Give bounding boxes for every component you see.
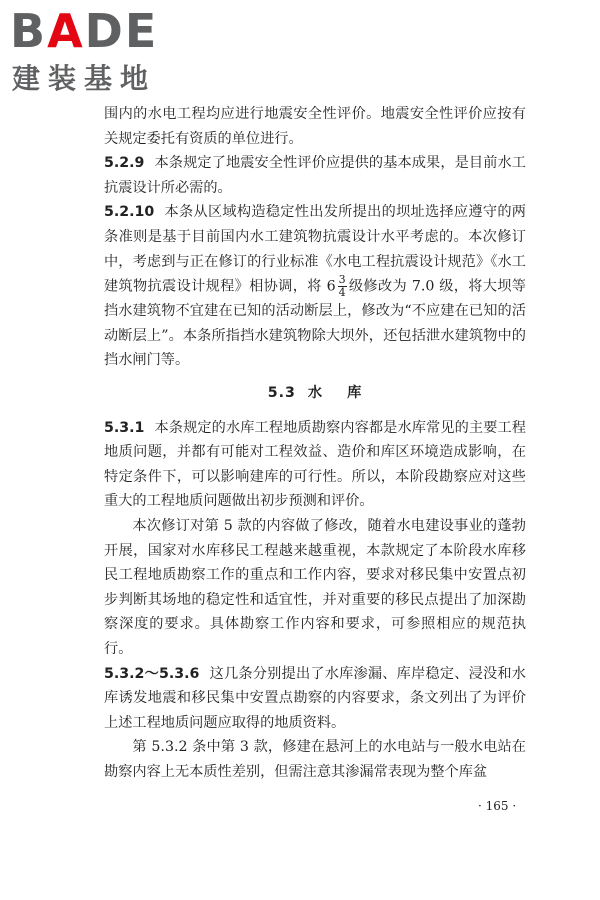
clause-text: 这几条分别提出了水库渗漏、库岸稳定、浸没和水库诱发地震和移民集中安置点勘察的内容要求，条文列出了为评价上述工程地质问题应取得的地质资料。 bbox=[104, 665, 526, 731]
paragraph-continued: 围内的水电工程均应进行地震安全性评价。地震安全性评价应按有关规定委托有资质的单位进行。 bbox=[104, 106, 526, 147]
logo-letter-a-accent: A bbox=[47, 4, 85, 58]
clause-5-3-2-to-5-3-6 bbox=[104, 662, 526, 736]
logo-chinese-text: 建装基地 bbox=[12, 62, 157, 95]
paragraph-revision-note: 本次修订对第 5 款的内容做了修改，随着水电建设事业的蓬勃开展，国家对水库移民工程越来越重视，本款规定了本阶段水库移民工程地质勘察工作的重点和工作内容，要求对移民集中安置点初步判断其场地的稳定性和适宜性，并对重要的移民点提出了加深勘察深度的要求。具体勘察工作内容和要求，可参照相应的规范执行。 bbox=[104, 518, 526, 657]
section-heading bbox=[104, 381, 526, 406]
section-title-char2: 库 bbox=[347, 385, 363, 402]
logo-letters-de: DE bbox=[84, 4, 159, 58]
logo-latin-text bbox=[10, 6, 158, 56]
clause-5-2-10 bbox=[104, 200, 526, 373]
clause-number: 5.3.1 bbox=[104, 419, 145, 436]
section-number: 5.3 bbox=[267, 385, 296, 402]
fraction-numerator: 3 bbox=[338, 273, 346, 287]
page-number: · 165 · bbox=[478, 799, 517, 813]
clause-number: 5.2.9 bbox=[104, 155, 145, 172]
logo-letter-b: B bbox=[10, 4, 48, 58]
bade-logo bbox=[10, 6, 180, 102]
page-body bbox=[104, 102, 526, 785]
fraction-denominator: 4 bbox=[338, 286, 346, 300]
clause-text: 本条规定的水库工程地质勘察内容都是水库常见的主要工程地质问题，并都有可能对工程效益、造价和库区环境造成影响，在特定条件下，可以影响建库的可行性。所以，本阶段勘察应对这些重大的工程地质问题做出初步预测和评价。 bbox=[104, 419, 526, 510]
clause-5-2-9 bbox=[104, 151, 526, 200]
clause-5-3-1 bbox=[104, 416, 526, 514]
fraction bbox=[338, 274, 347, 299]
clause-text-part1: 本条从区域构造稳定性出发所提出的坝址选择应遵守的两条准则是基于目前国内水工建筑物抗震设计水平考虑的。本次修订中，考虑到与正在修订的行业标准《水电工程抗震设计规范》《水工建筑物抗震设计规程》相协调，将 6 bbox=[104, 204, 526, 295]
clause-text-part2: 级修改为 7.0 级，将大坝等挡水建筑物不宜建在已知的活动断层上，修改为“不应建在已知的活动断层上”。本条所指挡水建筑物除大坝外，还包括泄水建筑物中的挡水闸门等。 bbox=[104, 278, 526, 369]
section-title-char1: 水 bbox=[307, 385, 324, 402]
clause-number: 5.3.2～5.3.6 bbox=[104, 665, 200, 682]
paragraph-5-3-2-note: 第 5.3.2 条中第 3 款，修建在悬河上的水电站与一般水电站在勘察内容上无本质性差别，但需注意其渗漏常表现为整个库盆 bbox=[104, 739, 526, 780]
clause-text: 本条规定了地震安全性评价应提供的基本成果，是目前水工抗震设计所必需的。 bbox=[104, 155, 526, 196]
clause-number: 5.2.10 bbox=[104, 204, 155, 221]
